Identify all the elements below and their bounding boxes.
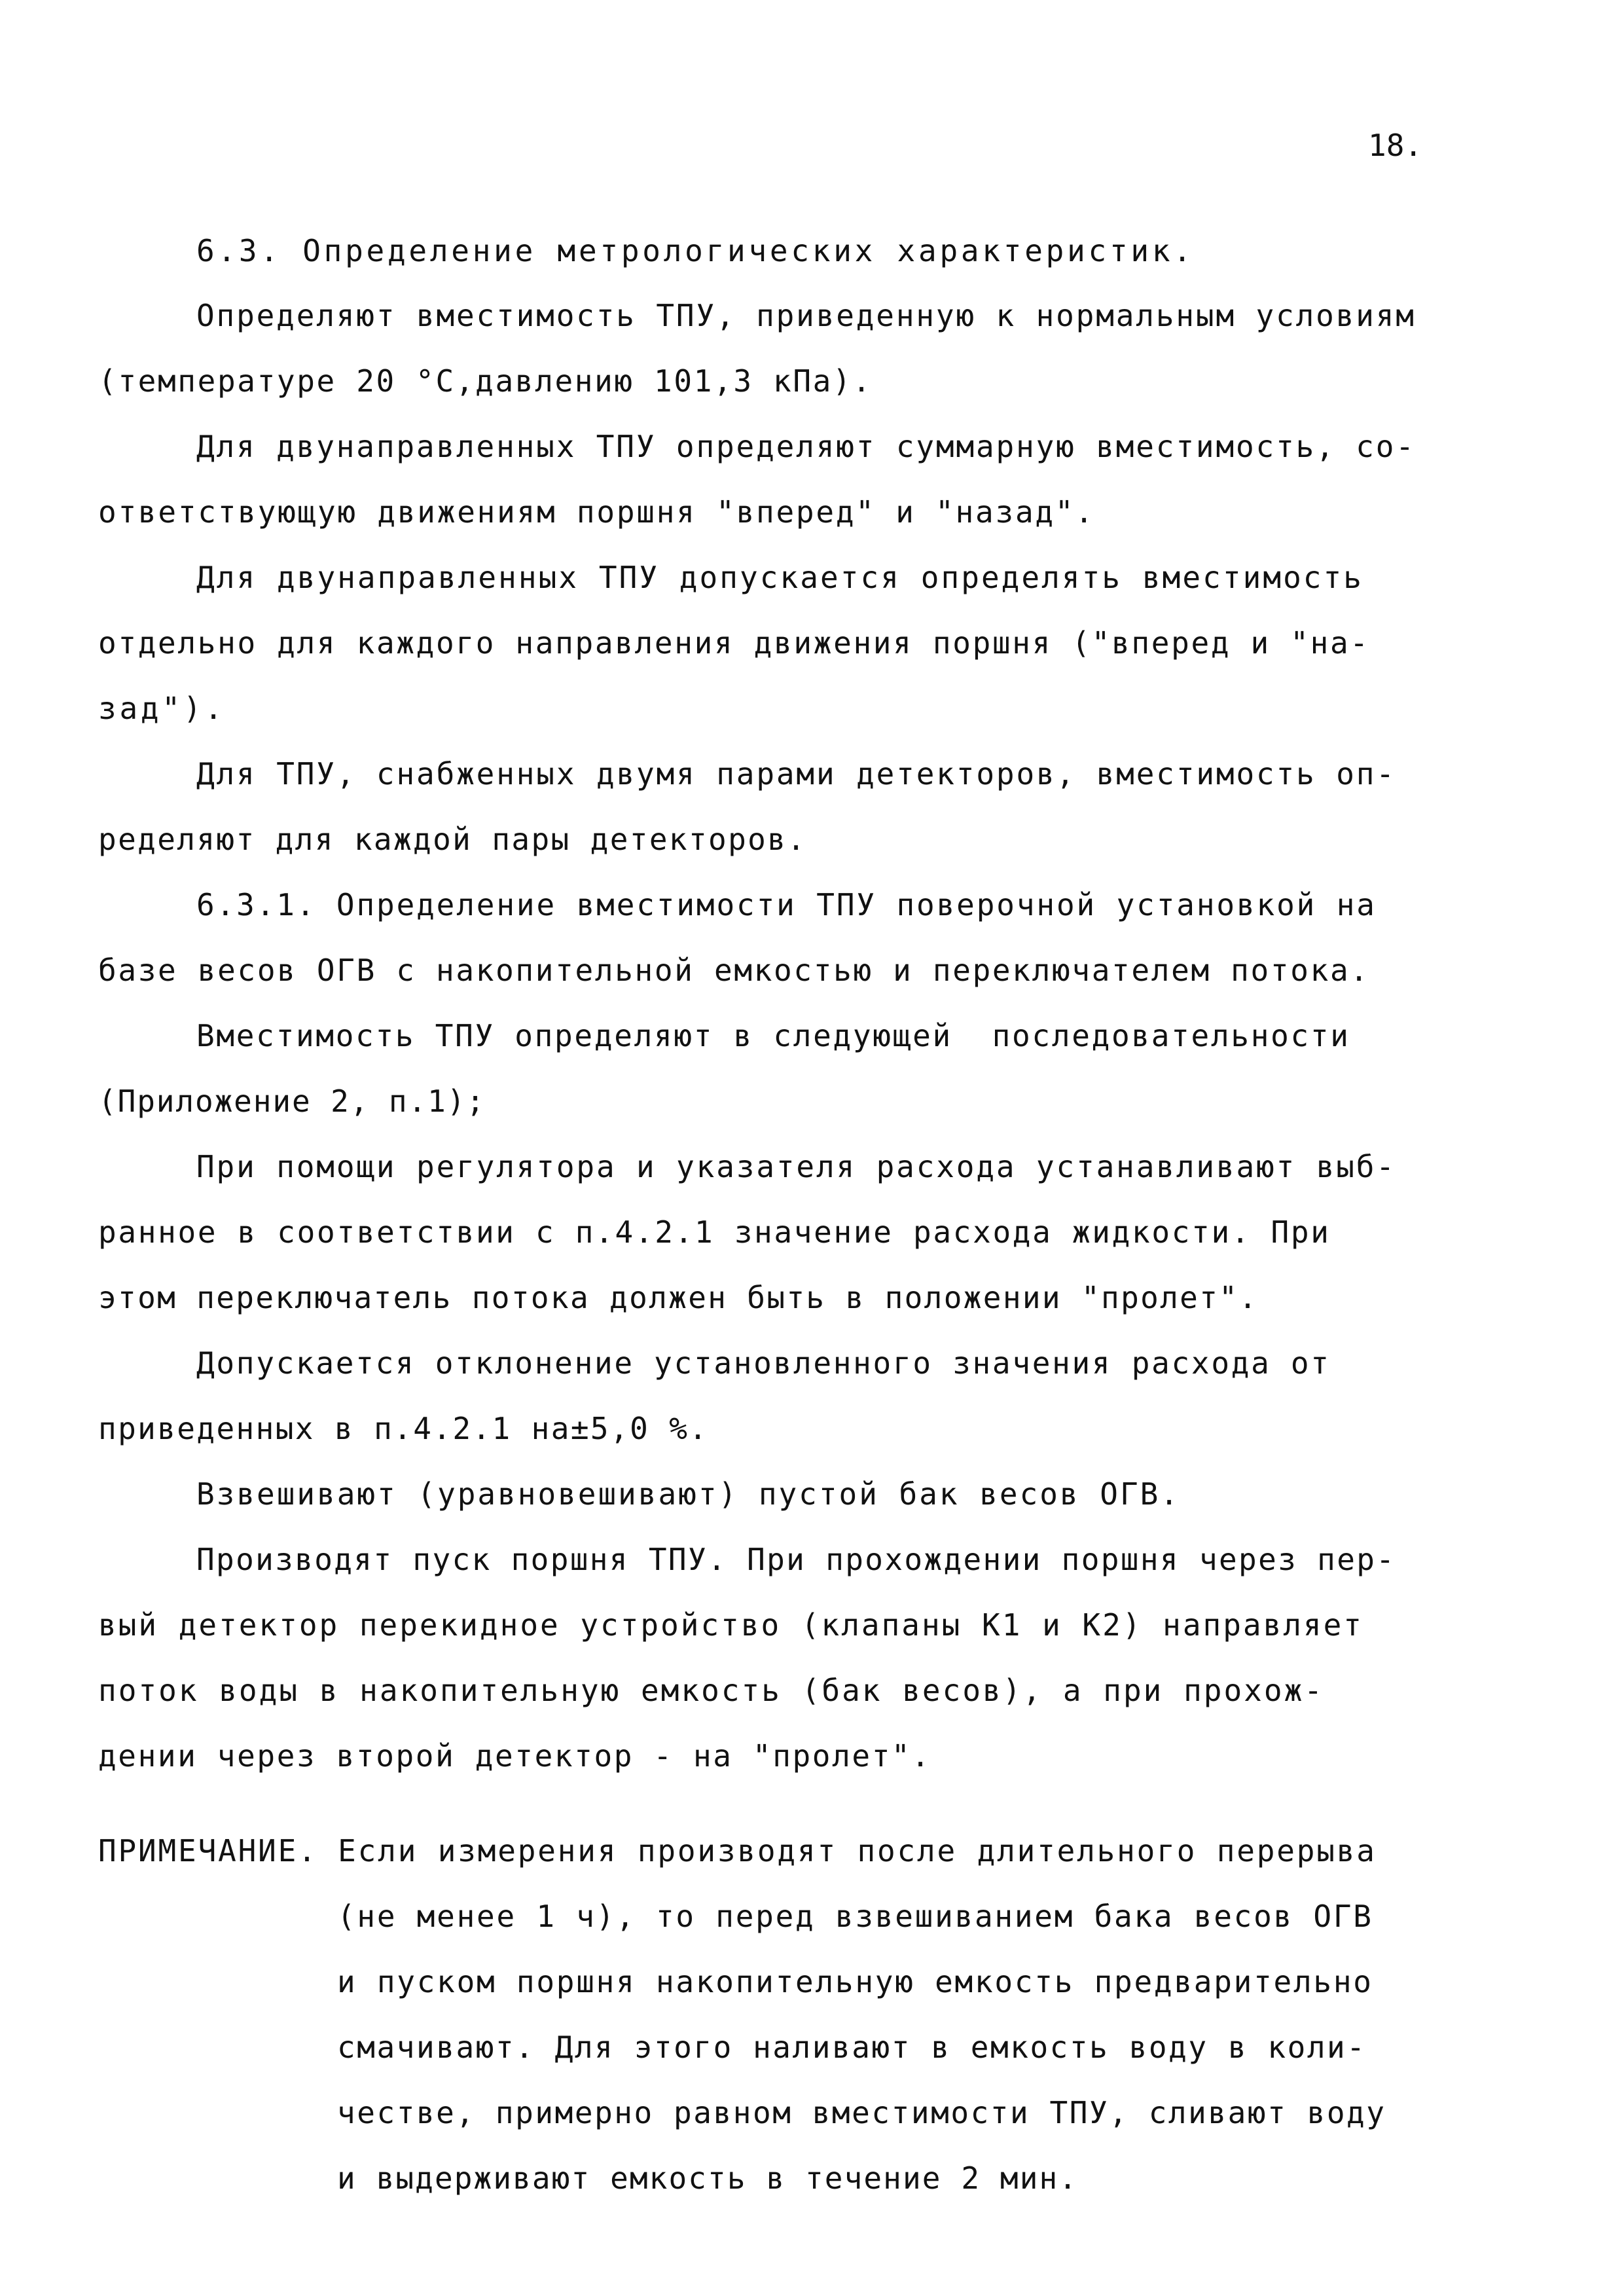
note-line: и выдерживают емкость в течение 2 мин. [337, 2160, 1079, 2196]
note-line: честве, примерно равном вместимости ТПУ, сливают воду [337, 2095, 1386, 2130]
text-line: Вместимость ТПУ определяют в следующей последовательности [196, 1018, 1350, 1053]
note-label-line: ПРИМЕЧАНИЕ. Если измерения производят после длительного перерыва [98, 1833, 1377, 1868]
note-line: и пуском поршня накопительную емкость предварительно [337, 1964, 1373, 1999]
text-line: вый детектор перекидное устройство (клапаны К1 и К2) направляет [98, 1607, 1363, 1643]
text-line: Допускается отклонение установленного значения расхода от [196, 1345, 1331, 1381]
text-line: Для двунаправленных ТПУ допускается определять вместимость [196, 560, 1364, 595]
page-number: 18. [1368, 128, 1423, 163]
text-line: Определяют вместимость ТПУ, приведенную к нормальным условиям [196, 298, 1416, 333]
text-line: этом переключатель потока должен быть в положении "пролет". [98, 1280, 1259, 1315]
text-line: Взвешивают (уравновешивают) пустой бак весов ОГВ. [196, 1476, 1180, 1512]
text-line: приведенных в п.4.2.1 на±5,0 %. [98, 1411, 709, 1446]
text-line: При помощи регулятора и указателя расхода устанавливают выб- [196, 1149, 1396, 1184]
text-line: поток воды в накопительную емкость (бак весов), а при прохож- [98, 1673, 1325, 1708]
text-line: ределяют для каждой пары детекторов. [98, 822, 807, 857]
text-line: (Приложение 2, п.1); [98, 1084, 486, 1119]
section-heading: 6.3.1. Определение вместимости ТПУ поверочной установкой на [196, 887, 1377, 922]
text-line: зад"). [98, 691, 226, 726]
text-line: ответствующую движениям поршня "вперед" и "назад". [98, 494, 1095, 530]
section-heading: 6.3. Определение метрологических характеристик. [196, 233, 1195, 268]
text-line: (температуре 20 °С,давлению 101,3 кПа). [98, 363, 873, 399]
note-line: (не менее 1 ч), то перед взвешиванием бака весов ОГВ [337, 1899, 1373, 1934]
text-line: отдельно для каждого направления движения поршня ("вперед и "на- [98, 625, 1370, 661]
text-line: Для ТПУ, снабженных двумя парами детекторов, вместимость оп- [196, 756, 1396, 792]
note-line: смачивают. Для этого наливают в емкость воду в коли- [337, 2030, 1367, 2065]
text-line: Производят пуск поршня ТПУ. При прохождении поршня через пер- [196, 1542, 1396, 1577]
text-line: дении через второй детектор - на "пролет". [98, 1738, 931, 1774]
text-line: Для двунаправленных ТПУ определяют суммарную вместимость, со- [196, 429, 1416, 464]
text-line: базе весов ОГВ с накопительной емкостью и переключателем потока. [98, 953, 1370, 988]
text-line: ранное в соответствии с п.4.2.1 значение расхода жидкости. При [98, 1214, 1331, 1250]
